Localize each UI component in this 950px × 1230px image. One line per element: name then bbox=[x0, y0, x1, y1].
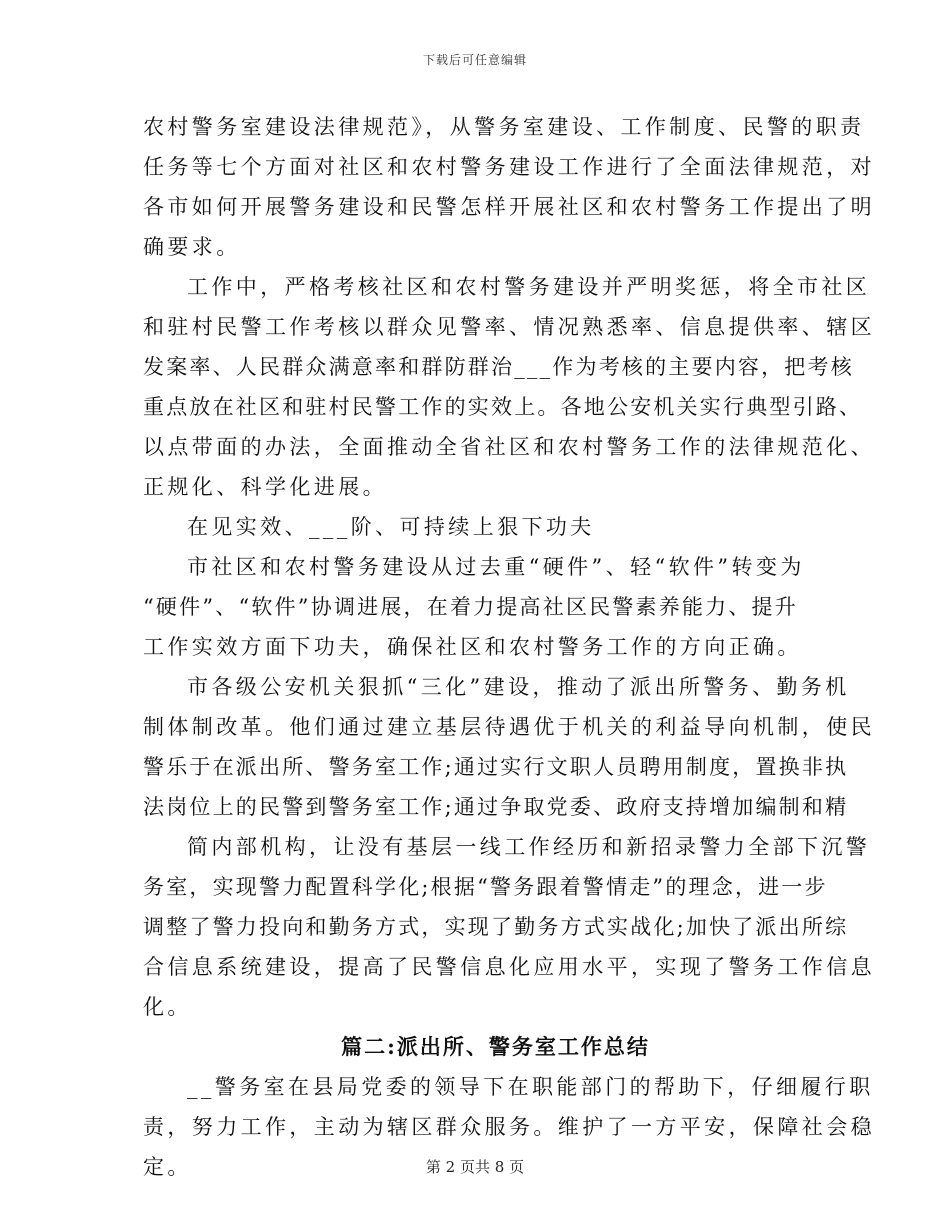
text-line: 务室，实现警力配置科学化;根据“警务跟着警情走”的理念，进一步 bbox=[143, 875, 828, 899]
document-body bbox=[143, 107, 875, 1187]
text-line: 制体制改革。他们通过建立基层待遇优于机关的利益导向机制，使民 bbox=[143, 715, 875, 739]
paragraph-start-line: 简内部机构，让没有基层一线工作经历和新招录警力全部下沉警 bbox=[187, 835, 871, 859]
text-line: 法岗位上的民警到警务室工作;通过争取党委、政府支持增加编制和精 bbox=[143, 795, 849, 819]
text-line: 责，努力工作，主动为辖区群众服务。维护了一方平安，保障社会稳 bbox=[143, 1115, 875, 1139]
text-line: 确要求。 bbox=[143, 235, 241, 259]
text-line: 任务等七个方面对社区和农村警务建设工作进行了全面法律规范，对 bbox=[143, 155, 875, 179]
paragraph-start-line: __警务室在县局党委的领导下在职能部门的帮助下，仔细履行职 bbox=[187, 1075, 874, 1099]
text-line: 正规化、科学化进展。 bbox=[143, 475, 387, 499]
text-line: 以点带面的办法，全面推动全省社区和农村警务工作的法律规范化、 bbox=[143, 435, 875, 459]
text-line: “硬件”、“软件”协调进展，在着力提高社区民警素养能力、提升 bbox=[143, 595, 798, 619]
text-line: 重点放在社区和驻村民警工作的实效上。各地公安机关实行典型引路、 bbox=[143, 395, 863, 419]
text-line: 发案率、人民群众满意率和群防群治___作为考核的主要内容，把考核 bbox=[143, 355, 854, 379]
text-line: 各市如何开展警务建设和民警怎样开展社区和农村警务工作提出了明 bbox=[143, 195, 875, 219]
page-footer: 第 2 页共 8 页 bbox=[425, 1158, 525, 1176]
text-line: 工作实效方面下功夫，确保社区和农村警务工作的方向正确。 bbox=[143, 635, 802, 659]
text-line: 定。 bbox=[143, 1155, 192, 1179]
paragraph-start-line: 市社区和农村警务建设从过去重“硬件”、轻“软件”转变为 bbox=[187, 555, 805, 579]
text-line: 农村警务室建设法律规范》，从警务室建设、工作制度、民警的职责 bbox=[143, 115, 865, 139]
paragraph-start-line: 市各级公安机关狠抓“三化”建设，推动了派出所警务、勤务机 bbox=[187, 675, 850, 699]
text-line: 化。 bbox=[143, 995, 192, 1019]
text-line: 警乐于在派出所、警务室工作;通过实行文职人员聘用制度，置换非执 bbox=[143, 755, 849, 779]
section-heading: 篇二:派出所、警务室工作总结 bbox=[341, 1034, 650, 1059]
text-line: 合信息系统建设，提高了民警信息化应用水平，实现了警务工作信息 bbox=[143, 955, 875, 979]
text-line: 调整了警力投向和勤务方式，实现了勤务方式实战化;加快了派出所综 bbox=[143, 915, 849, 939]
paragraph-start-line: 工作中，严格考核社区和农村警务建设并严明奖惩，将全市社区 bbox=[187, 275, 871, 299]
subheading-line: 在见实效、___阶、可持续上狠下功夫 bbox=[187, 515, 595, 539]
text-line: 和驻村民警工作考核以群众见警率、情况熟悉率、信息提供率、辖区 bbox=[143, 315, 875, 339]
page-header: 下载后可任意编辑 bbox=[422, 53, 527, 67]
